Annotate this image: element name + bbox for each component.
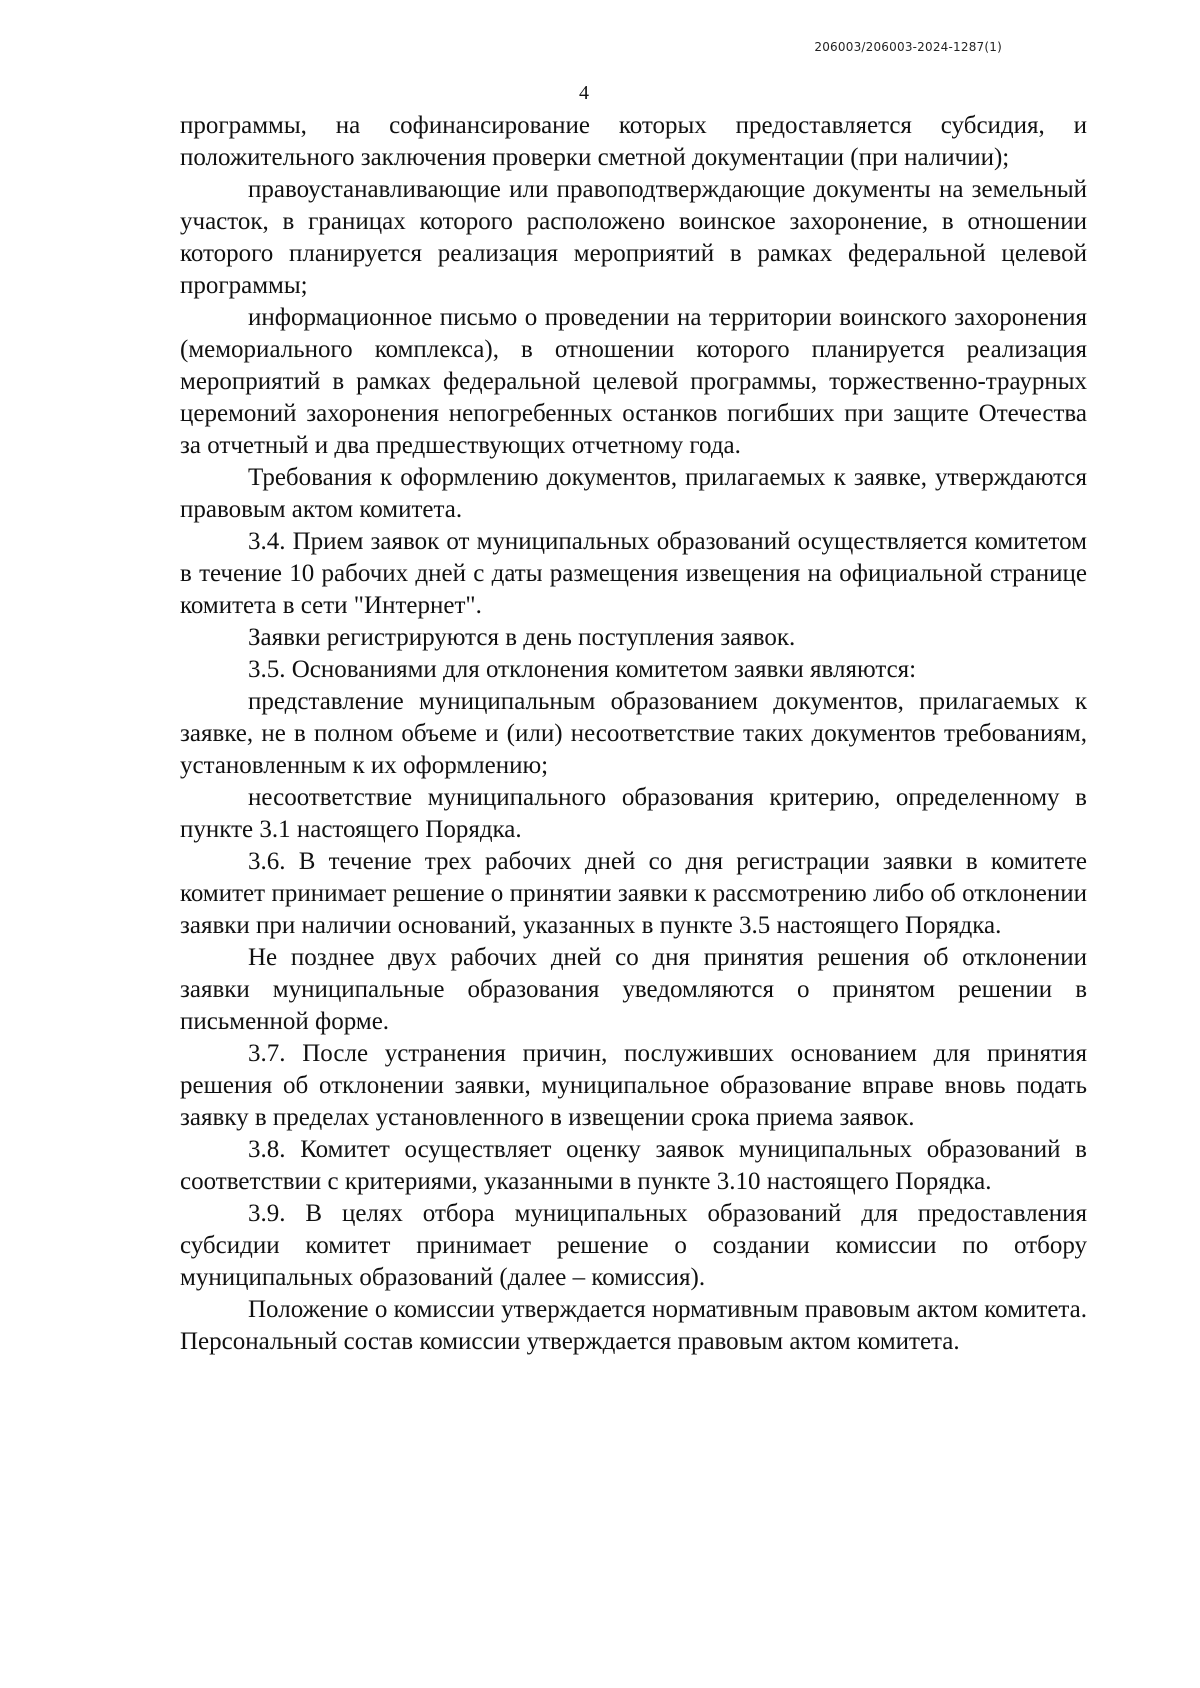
paragraph-3-8: 3.8. Комитет осуществляет оценку заявок муниципальных образований в соответствии с критериями, указанными в пункте 3.10 настоящего Порядка. (180, 1136, 1087, 1195)
paragraph-registration: Заявки регистрируются в день поступления заявок. (248, 624, 796, 651)
document-registration-number: 206003/206003-2024-1287(1) (814, 40, 1002, 54)
paragraph-notification: Не позднее двух рабочих дней со дня принятия решения об отклонении заявки муниципальные образования уведомляются о принятом решении в письменной форме. (180, 944, 1087, 1035)
paragraph-information-letter: информационное письмо о проведении на территории воинского захоронения (мемориального комплекса), в отношении которого планируется реализация мероприятий в рамках федеральной целевой программы, торжественно-траурных церемоний захоронения непогребенных останков погибших при защите Отечества за отчетный и два предшествующих отчетному года. (180, 304, 1087, 459)
paragraph-3-7: 3.7. После устранения причин, послуживших основанием для принятия решения об отклонении заявки, муниципальное образование вправе вновь подать заявку в пределах установленного в извещении срока приема заявок. (180, 1040, 1087, 1131)
paragraph-3-9: 3.9. В целях отбора муниципальных образований для предоставления субсидии комитет принимает решение о создании комиссии по отбору муниципальных образований (далее – комиссия). (180, 1200, 1087, 1291)
paragraph-continuation: программы, на софинансирование которых предоставляется субсидия, и положительного заключения проверки сметной документации (при наличии); (180, 112, 1087, 171)
paragraph-3-5: 3.5. Основаниями для отклонения комитетом заявки являются: (248, 656, 917, 683)
page-number: 4 (579, 82, 589, 104)
paragraph-commission-regulation: Положение о комиссии утверждается нормативным правовым актом комитета. Персональный состав комиссии утверждается правовым актом комитета. (180, 1296, 1087, 1355)
document-body (180, 110, 1087, 1358)
paragraph-land-documents: правоустанавливающие или правоподтверждающие документы на земельный участок, в границах которого расположено воинское захоронение, в отношении которого планируется реализация мероприятий в рамках федеральной целевой программы; (180, 176, 1087, 299)
paragraph-3-4: 3.4. Прием заявок от муниципальных образований осуществляется комитетом в течение 10 рабочих дней с даты размещения извещения на официальной странице комитета в сети "Интернет". (180, 528, 1087, 619)
paragraph-3-6: 3.6. В течение трех рабочих дней со дня регистрации заявки в комитете комитет принимает решение о принятии заявки к рассмотрению либо об отклонении заявки при наличии оснований, указанных в пункте 3.5 настоящего Порядка. (180, 848, 1087, 939)
paragraph-document-requirements: Требования к оформлению документов, прилагаемых к заявке, утверждаются правовым актом комитета. (180, 464, 1087, 523)
paragraph-criterion-mismatch: несоответствие муниципального образования критерию, определенному в пункте 3.1 настоящего Порядка. (180, 784, 1087, 843)
paragraph-incomplete-documents: представление муниципальным образованием документов, прилагаемых к заявке, не в полном объеме и (или) несоответствие таких документов требованиям, установленным к их оформлению; (180, 688, 1087, 779)
